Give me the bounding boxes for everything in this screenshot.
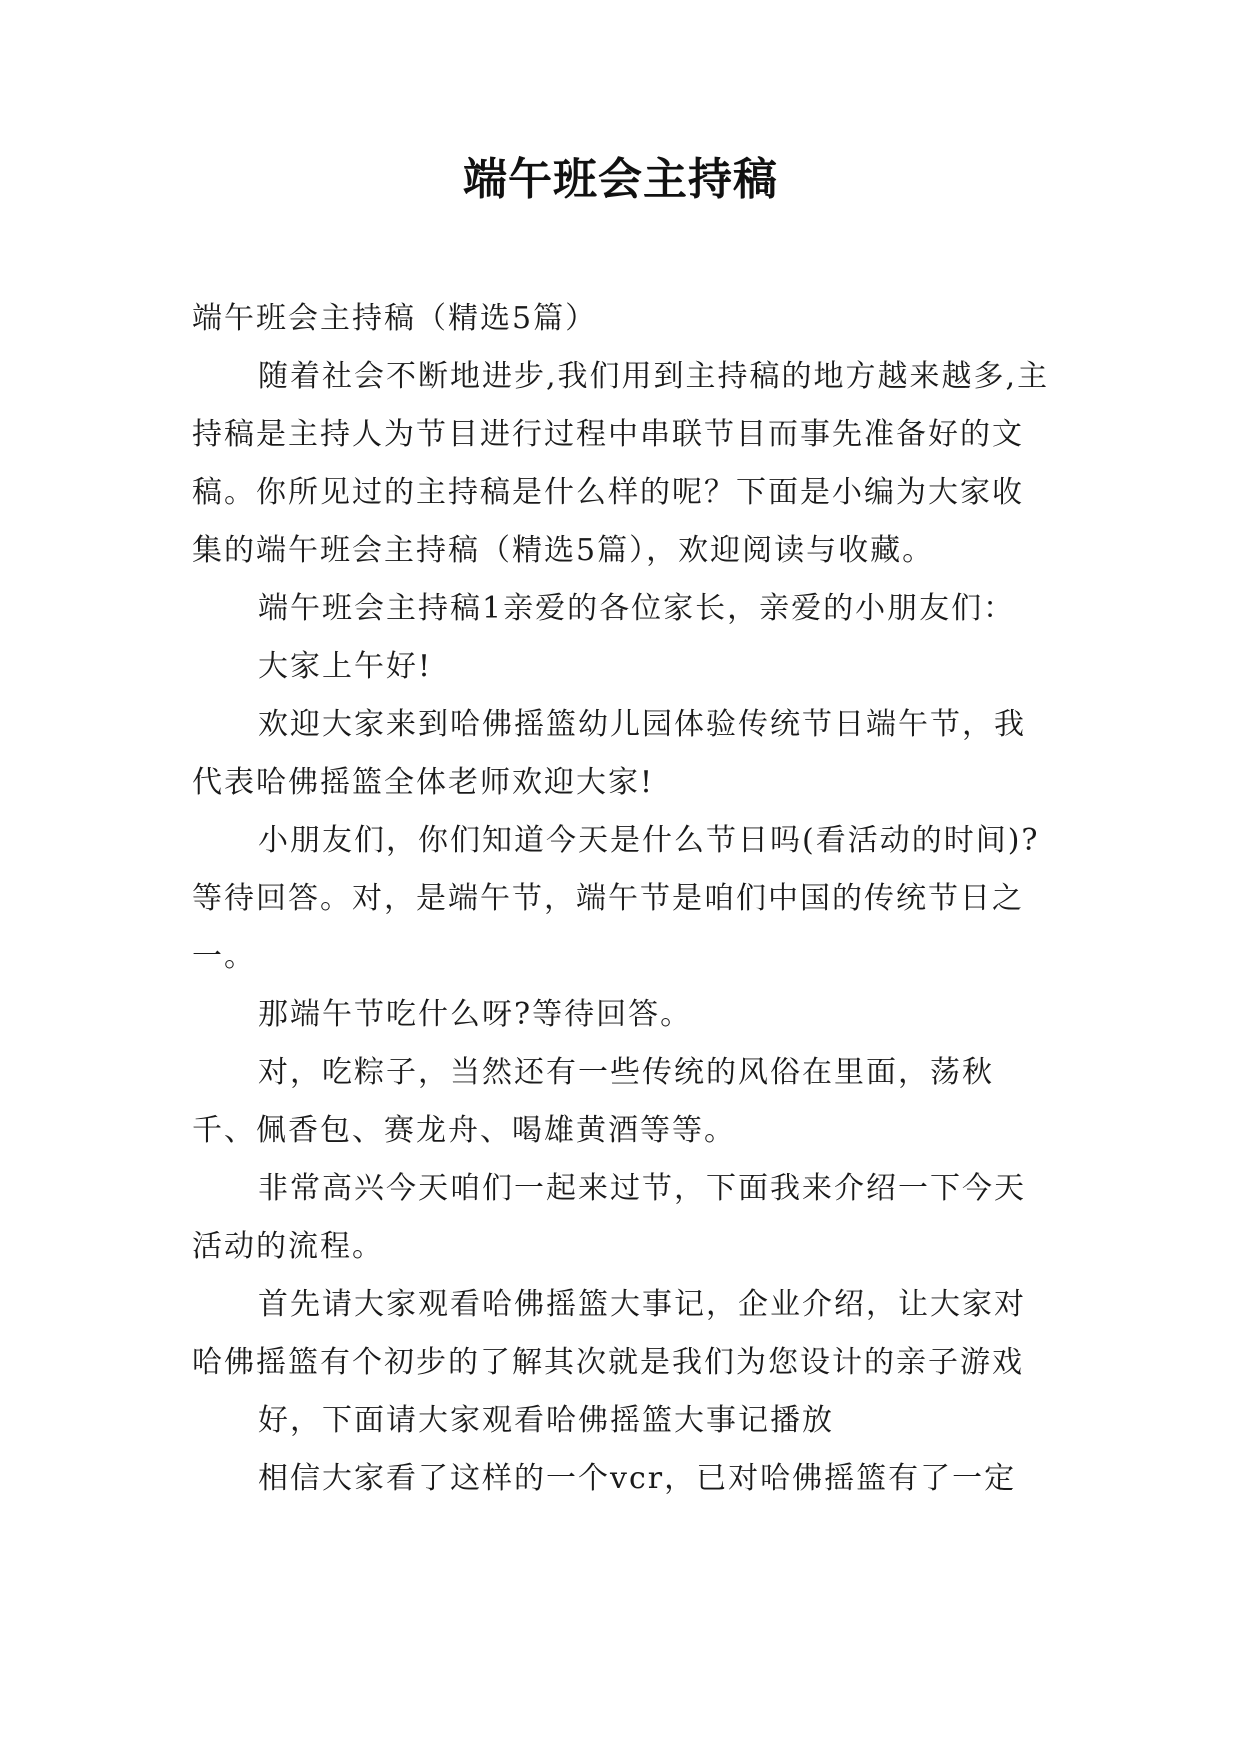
document-title: 端午班会主持稿 <box>463 154 778 205</box>
paragraph-vcr: 相信大家看了这样的一个vcr，已对哈佛摇篮有了一定 <box>258 1461 1017 1496</box>
paragraph-play: 好，下面请大家观看哈佛摇篮大事记播放 <box>258 1403 834 1438</box>
paragraph-customs: 对，吃粽子，当然还有一些传统的风俗在里面，荡秋千、佩香包、赛龙舟、喝雄黄酒等等。 <box>192 1055 994 1148</box>
paragraph-first: 首先请大家观看哈佛摇篮大事记，企业介绍，让大家对哈佛摇篮有个初步的了解其次就是我们为您设计的亲子游戏 <box>192 1287 1026 1380</box>
intro-paragraph: 随着社会不断地进步,我们用到主持稿的地方越来越多,主持稿是主持人为节目进行过程中串联节目而事先准备好的文稿。你所见过的主持稿是什么样的呢？下面是小编为大家收集的端午班会主持稿（精选5篇），欢迎阅读与收藏。 <box>192 359 1050 568</box>
paragraph-food-question: 那端午节吃什么呀?等待回答。 <box>258 997 693 1032</box>
paragraph-welcome: 欢迎大家来到哈佛摇篮幼儿园体验传统节日端午节，我代表哈佛摇篮全体老师欢迎大家! <box>192 707 1026 800</box>
paragraph-good-morning: 大家上午好! <box>258 649 433 684</box>
subtitle-paragraph: 端午班会主持稿（精选5篇） <box>192 301 598 336</box>
paragraph-question: 小朋友们，你们知道今天是什么节日吗(看活动的时间)?等待回答。对，是端午节，端午节是咱们中国的传统节日之一。 <box>192 823 1040 974</box>
paragraph-greeting: 端午班会主持稿1亲爱的各位家长，亲爱的小朋友们： <box>258 591 1016 626</box>
document-body <box>192 290 1052 1508</box>
paragraph-agenda: 非常高兴今天咱们一起来过节，下面我来介绍一下今天活动的流程。 <box>192 1171 1026 1264</box>
